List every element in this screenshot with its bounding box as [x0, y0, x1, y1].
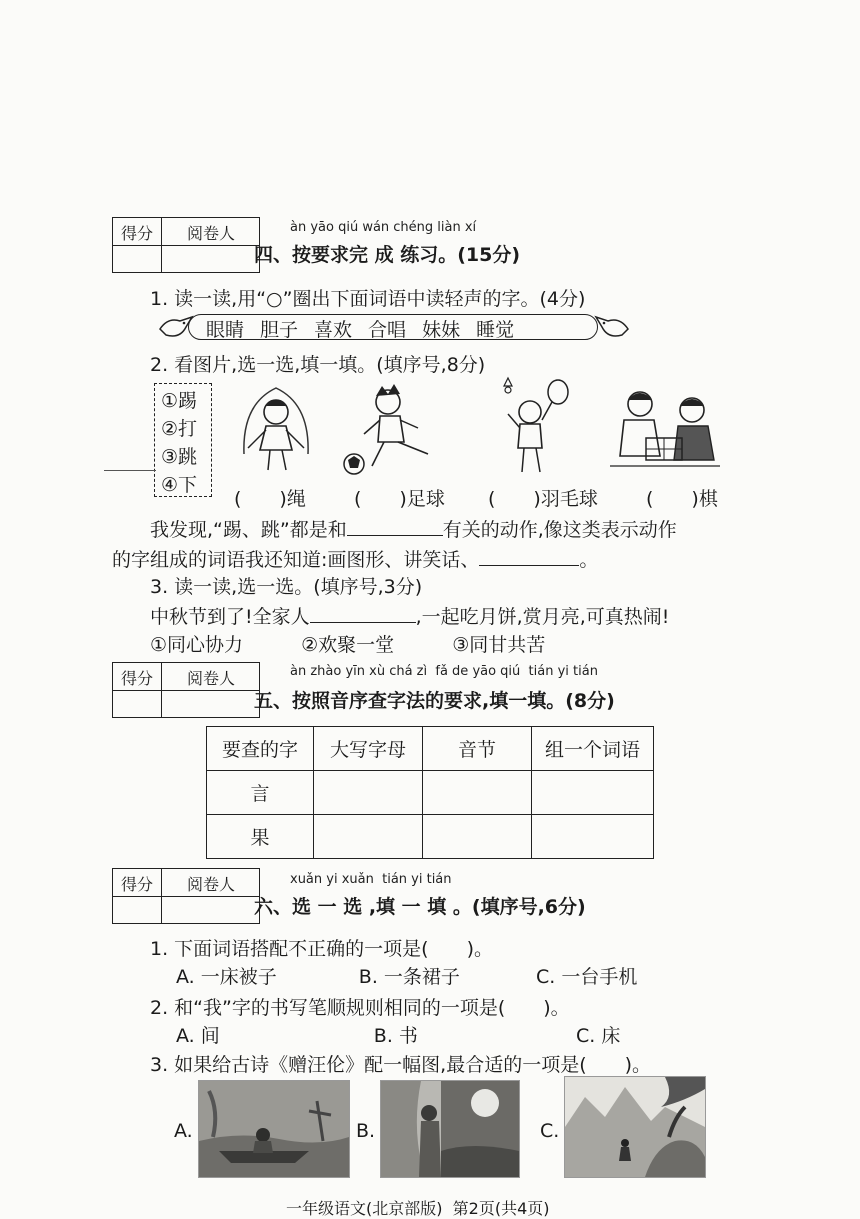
score-box-section4 — [112, 217, 260, 273]
verb-option-2: ②打 — [161, 418, 198, 440]
finding-part-a: 我发现,“踢、跳”都是和 — [150, 519, 347, 541]
pic-option-a-label: A. — [174, 1120, 193, 1142]
s6-q1-prompt: 1. 下面词语搭配不正确的一项是( )。 — [150, 938, 493, 960]
finding-end: 。 — [579, 549, 599, 571]
s4-q3-prompt: 3. 读一读,选一选。(填序号,3分) — [150, 576, 423, 598]
pic-option-c — [564, 1076, 706, 1178]
section6-pinyin: xuǎn yi xuǎn tián yi tián — [290, 872, 452, 887]
verb-option-1: ①踢 — [161, 390, 198, 412]
table-cell[interactable] — [314, 815, 423, 859]
score-label: 得分 — [120, 875, 153, 894]
section5-title: 五、按照音序查字法的要求,填一填。(8分) — [254, 690, 615, 712]
word-2: 胆子 — [260, 319, 299, 341]
table-header: 音节 — [423, 727, 532, 771]
section4-pinyin: àn yāo qiú wán chéng liàn xí — [290, 220, 477, 235]
score-box-section5 — [112, 662, 260, 718]
word-4: 合唱 — [368, 319, 407, 341]
page-footer: 一年级语文(北京部版) 第2页(共4页) — [286, 1199, 550, 1218]
s6-q2-prompt: 2. 和“我”字的书写笔顺规则相同的一项是( )。 — [150, 997, 570, 1019]
s6-q3-prompt: 3. 如果给古诗《赠汪伦》配一幅图,最合适的一项是( )。 — [150, 1054, 652, 1076]
table-header: 要查的字 — [207, 727, 314, 771]
verb-option-3: ③跳 — [161, 446, 198, 468]
soccer-illustration — [340, 384, 436, 476]
sentence-blank[interactable] — [310, 604, 416, 623]
table-cell-char: 果 — [207, 815, 314, 859]
section6-title: 六、选 一 选 ,填 一 填 。(填序号,6分) — [254, 896, 586, 918]
word-5: 妹妹 — [422, 319, 461, 341]
score-label: 得分 — [120, 669, 153, 688]
table-cell[interactable] — [532, 771, 654, 815]
table-header: 大写字母 — [314, 727, 423, 771]
lookup-table — [206, 726, 654, 859]
idiom-option-3: ③同甘共苦 — [452, 634, 546, 656]
grader-label: 阅卷人 — [186, 669, 235, 688]
table-header: 组一个词语 — [532, 727, 654, 771]
s6-q1-option-b: B. 一条裙子 — [358, 966, 460, 988]
word-3: 喜欢 — [314, 319, 353, 341]
s6-q2-option-c: C. 床 — [575, 1025, 621, 1047]
s4-q2-prompt: 2. 看图片,选一选,填一填。(填序号,8分) — [150, 354, 486, 376]
sentence-part-a: 中秋节到了!全家人 — [150, 606, 310, 628]
verb-options-box — [154, 383, 212, 497]
word-1: 眼睛 — [206, 319, 245, 341]
grader-label: 阅卷人 — [186, 224, 235, 243]
finding-line-2 — [112, 545, 598, 572]
table-cell[interactable] — [314, 771, 423, 815]
chess-illustration — [610, 386, 720, 472]
blank-rope: ( )绳 — [234, 488, 306, 510]
finding-blank-1[interactable] — [347, 517, 443, 536]
idiom-option-1: ①同心协力 — [150, 634, 244, 656]
s6-q1-options — [176, 962, 637, 989]
score-box-section6 — [112, 868, 260, 924]
badminton-illustration — [494, 374, 584, 478]
pic-option-b-label: B. — [356, 1120, 376, 1142]
s6-q2-options — [176, 1021, 620, 1048]
blank-soccer: ( )足球 — [354, 488, 445, 510]
pic-option-c-label: C. — [540, 1120, 560, 1142]
s4-q1-prompt: 1. 读一读,用“○”圈出下面词语中读轻声的字。(4分) — [150, 288, 586, 310]
s6-q1-option-a: A. 一床被子 — [176, 966, 277, 988]
s4-q3-options — [150, 630, 545, 657]
word-6: 睡觉 — [476, 319, 515, 341]
idiom-option-2: ②欢聚一堂 — [301, 634, 395, 656]
table-row — [207, 815, 654, 859]
blank-badminton: ( )羽毛球 — [488, 488, 598, 510]
table-cell-char: 言 — [207, 771, 314, 815]
table-header-row — [207, 727, 654, 771]
s6-q2-option-a: A. 间 — [176, 1025, 220, 1047]
dove-right-icon — [594, 313, 630, 343]
table-row — [207, 771, 654, 815]
s6-q1-option-c: C. 一台手机 — [535, 966, 638, 988]
jump-rope-illustration — [236, 384, 316, 476]
score-label: 得分 — [120, 224, 153, 243]
grader-label: 阅卷人 — [186, 875, 235, 894]
s4-q3-sentence — [150, 602, 669, 629]
sentence-part-b: ,一起吃月饼,赏月亮,可真热闹! — [415, 606, 670, 628]
word-banner — [158, 312, 628, 344]
finding-part-c: 的字组成的词语我还知道:画图形、讲笑话、 — [112, 549, 480, 571]
finding-blank-2[interactable] — [479, 547, 579, 566]
finding-line-1 — [150, 515, 677, 542]
moon-window-icon — [381, 1081, 519, 1177]
verb-option-4: ④下 — [161, 474, 198, 496]
finding-part-b: 有关的动作,像这类表示动作 — [442, 519, 677, 541]
table-cell[interactable] — [423, 771, 532, 815]
section4-title: 四、按要求完 成 练习。(15分) — [254, 244, 521, 266]
pic-option-b — [380, 1080, 520, 1178]
mountain-scene-icon — [565, 1077, 705, 1177]
table-cell[interactable] — [423, 815, 532, 859]
divider-line — [104, 470, 156, 471]
table-cell[interactable] — [532, 815, 654, 859]
blank-chess: ( )棋 — [646, 488, 718, 510]
section5-pinyin: àn zhào yīn xù chá zì fǎ de yāo qiú tián yi tián — [290, 664, 598, 679]
boat-scene-icon — [199, 1081, 349, 1177]
s6-q2-option-b: B. 书 — [373, 1025, 418, 1047]
pic-option-a — [198, 1080, 350, 1178]
